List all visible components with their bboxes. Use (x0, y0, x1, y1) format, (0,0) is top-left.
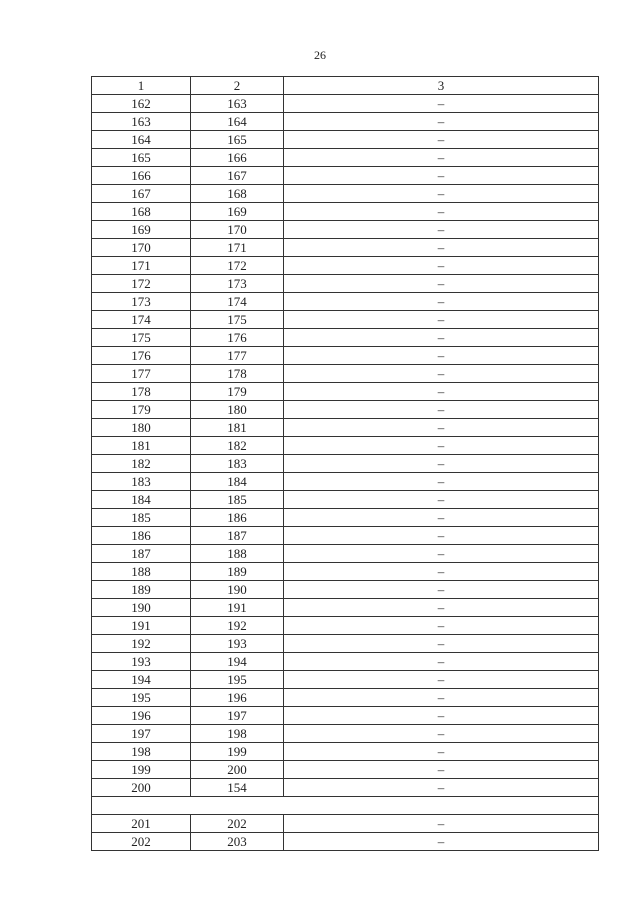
table-row (92, 581, 599, 599)
table-cell-col-2: 164 (191, 113, 284, 131)
table-cell-col-1: 176 (92, 347, 191, 365)
table-cell-col-2: 181 (191, 419, 284, 437)
table-row (92, 311, 599, 329)
table-cell-col-3: – (284, 473, 599, 491)
table-cell-col-2: 194 (191, 653, 284, 671)
table-cell-col-2: 163 (191, 95, 284, 113)
table-row (92, 275, 599, 293)
table-row (92, 419, 599, 437)
table-cell-col-2: 169 (191, 203, 284, 221)
table-row (92, 815, 599, 833)
table-cell-col-3: – (284, 455, 599, 473)
table-cell-col-2: 187 (191, 527, 284, 545)
table-cell-col-1: 172 (92, 275, 191, 293)
table-cell-col-2: 195 (191, 671, 284, 689)
table-cell-col-2: 202 (191, 815, 284, 833)
table-cell-col-3: – (284, 761, 599, 779)
table-cell-col-3: – (284, 401, 599, 419)
table-row (92, 725, 599, 743)
table-row (92, 95, 599, 113)
table-cell-col-3: – (284, 347, 599, 365)
table-row (92, 293, 599, 311)
table-cell-col-3: – (284, 545, 599, 563)
table-cell-col-3: – (284, 293, 599, 311)
table-cell-col-1: 194 (92, 671, 191, 689)
table-cell-col-1: 163 (92, 113, 191, 131)
table-cell-col-1: 199 (92, 761, 191, 779)
table-cell-col-2: 154 (191, 779, 284, 797)
table-cell-col-2: 170 (191, 221, 284, 239)
table-cell-col-1: 196 (92, 707, 191, 725)
table-cell-col-3: – (284, 563, 599, 581)
table-cell-col-3: – (284, 239, 599, 257)
table-row (92, 401, 599, 419)
table-cell-col-1: 195 (92, 689, 191, 707)
table-cell-col-1: 187 (92, 545, 191, 563)
table-cell-col-2: 171 (191, 239, 284, 257)
table-cell-col-1: 171 (92, 257, 191, 275)
table-cell-col-1: 169 (92, 221, 191, 239)
table-row (92, 599, 599, 617)
table-cell-col-3: – (284, 617, 599, 635)
header-row (92, 77, 599, 95)
table-cell-col-1: 170 (92, 239, 191, 257)
table-cell-col-3: – (284, 131, 599, 149)
table-cell-col-1: 166 (92, 167, 191, 185)
table-cell-col-1: 173 (92, 293, 191, 311)
table-cell-col-1: 174 (92, 311, 191, 329)
table-row (92, 707, 599, 725)
table-cell-col-1: 201 (92, 815, 191, 833)
table-cell-col-3: – (284, 671, 599, 689)
table-cell-col-1: 164 (92, 131, 191, 149)
table-cell-col-1: 180 (92, 419, 191, 437)
table-cell-col-3: – (284, 833, 599, 851)
table-gap-row (92, 797, 599, 815)
table-cell-col-2: 191 (191, 599, 284, 617)
table-cell-col-2: 190 (191, 581, 284, 599)
table-cell-col-1: 177 (92, 365, 191, 383)
table-cell-col-3: – (284, 365, 599, 383)
table-row (92, 329, 599, 347)
table-row (92, 113, 599, 131)
table-row (92, 545, 599, 563)
table-row (92, 131, 599, 149)
header-col-1: 1 (92, 77, 191, 95)
table-cell-col-2: 172 (191, 257, 284, 275)
table-cell-col-2: 177 (191, 347, 284, 365)
table-cell-col-1: 193 (92, 653, 191, 671)
table-cell-col-1: 190 (92, 599, 191, 617)
table-cell-col-3: – (284, 635, 599, 653)
table-cell-col-1: 179 (92, 401, 191, 419)
table-cell-col-3: – (284, 113, 599, 131)
table-cell-col-3: – (284, 815, 599, 833)
table-cell-col-2: 179 (191, 383, 284, 401)
table-cell-col-2: 183 (191, 455, 284, 473)
table-cell-col-1: 182 (92, 455, 191, 473)
table-cell-col-2: 167 (191, 167, 284, 185)
table-cell-col-2: 200 (191, 761, 284, 779)
table-cell-col-3: – (284, 275, 599, 293)
table-cell-col-2: 176 (191, 329, 284, 347)
table-cell-col-2: 186 (191, 509, 284, 527)
table-cell-col-2: 196 (191, 689, 284, 707)
table-row (92, 365, 599, 383)
table-cell-col-3: – (284, 437, 599, 455)
table-cell-col-3: – (284, 707, 599, 725)
table-cell-col-2: 192 (191, 617, 284, 635)
table-cell-col-3: – (284, 95, 599, 113)
table-cell-col-3: – (284, 203, 599, 221)
table-row (92, 509, 599, 527)
table-cell-col-1: 192 (92, 635, 191, 653)
table-cell-col-2: 184 (191, 473, 284, 491)
table-cell-col-2: 178 (191, 365, 284, 383)
table-cell-col-3: – (284, 383, 599, 401)
table-cell-col-3: – (284, 167, 599, 185)
table-row (92, 833, 599, 851)
table-cell-col-3: – (284, 491, 599, 509)
table-cell-col-1: 167 (92, 185, 191, 203)
table-cell-col-3: – (284, 149, 599, 167)
table-cell-col-3: – (284, 725, 599, 743)
table-row (92, 617, 599, 635)
table-row (92, 347, 599, 365)
table-cell-col-1: 162 (92, 95, 191, 113)
table-cell-col-2: 166 (191, 149, 284, 167)
table-cell-col-1: 181 (92, 437, 191, 455)
table-cell-col-2: 168 (191, 185, 284, 203)
table-row (92, 779, 599, 797)
table-cell-col-3: – (284, 185, 599, 203)
table-row (92, 239, 599, 257)
table-cell-col-1: 191 (92, 617, 191, 635)
header-col-2: 2 (191, 77, 284, 95)
table-row (92, 671, 599, 689)
table-cell-col-2: 189 (191, 563, 284, 581)
table-cell-col-3: – (284, 527, 599, 545)
table-cell-col-3: – (284, 599, 599, 617)
table-cell-col-1: 168 (92, 203, 191, 221)
data-table (91, 76, 599, 851)
table-cell-col-3: – (284, 419, 599, 437)
table-cell-col-3: – (284, 257, 599, 275)
header-col-3: 3 (284, 77, 599, 95)
table-cell-col-1: 165 (92, 149, 191, 167)
table-row (92, 743, 599, 761)
table-cell-col-1: 185 (92, 509, 191, 527)
table-cell-col-3: – (284, 779, 599, 797)
table-row (92, 167, 599, 185)
table-cell-col-3: – (284, 221, 599, 239)
table-row (92, 203, 599, 221)
table-cell-col-1: 200 (92, 779, 191, 797)
table-row (92, 653, 599, 671)
table-cell-col-1: 198 (92, 743, 191, 761)
table-body (92, 77, 599, 851)
table-gap-cell (92, 797, 599, 815)
table-cell-col-2: 197 (191, 707, 284, 725)
table-cell-col-3: – (284, 581, 599, 599)
table-cell-col-2: 165 (191, 131, 284, 149)
table-row (92, 635, 599, 653)
table-row (92, 455, 599, 473)
table-cell-col-1: 184 (92, 491, 191, 509)
table-cell-col-2: 188 (191, 545, 284, 563)
table-row (92, 257, 599, 275)
table-cell-col-2: 198 (191, 725, 284, 743)
table-row (92, 473, 599, 491)
table-cell-col-2: 175 (191, 311, 284, 329)
table-cell-col-1: 188 (92, 563, 191, 581)
table-row (92, 527, 599, 545)
table-cell-col-2: 199 (191, 743, 284, 761)
table-cell-col-1: 202 (92, 833, 191, 851)
table-cell-col-2: 182 (191, 437, 284, 455)
table-cell-col-1: 186 (92, 527, 191, 545)
table-cell-col-3: – (284, 689, 599, 707)
table-cell-col-1: 178 (92, 383, 191, 401)
table-row (92, 689, 599, 707)
table-cell-col-3: – (284, 653, 599, 671)
table-cell-col-2: 174 (191, 293, 284, 311)
table-row (92, 761, 599, 779)
table-cell-col-2: 185 (191, 491, 284, 509)
table-row (92, 185, 599, 203)
table-row (92, 221, 599, 239)
table-cell-col-1: 197 (92, 725, 191, 743)
table-cell-col-3: – (284, 743, 599, 761)
table-cell-col-1: 183 (92, 473, 191, 491)
table-cell-col-2: 193 (191, 635, 284, 653)
table-row (92, 437, 599, 455)
table-cell-col-1: 175 (92, 329, 191, 347)
page-number: 26 (314, 48, 326, 62)
table-cell-col-3: – (284, 329, 599, 347)
table-row (92, 149, 599, 167)
table-row (92, 383, 599, 401)
table-cell-col-1: 189 (92, 581, 191, 599)
table-cell-col-3: – (284, 311, 599, 329)
table-cell-col-3: – (284, 509, 599, 527)
table-cell-col-2: 173 (191, 275, 284, 293)
table-row (92, 491, 599, 509)
table-cell-col-2: 180 (191, 401, 284, 419)
table-cell-col-2: 203 (191, 833, 284, 851)
table-row (92, 563, 599, 581)
